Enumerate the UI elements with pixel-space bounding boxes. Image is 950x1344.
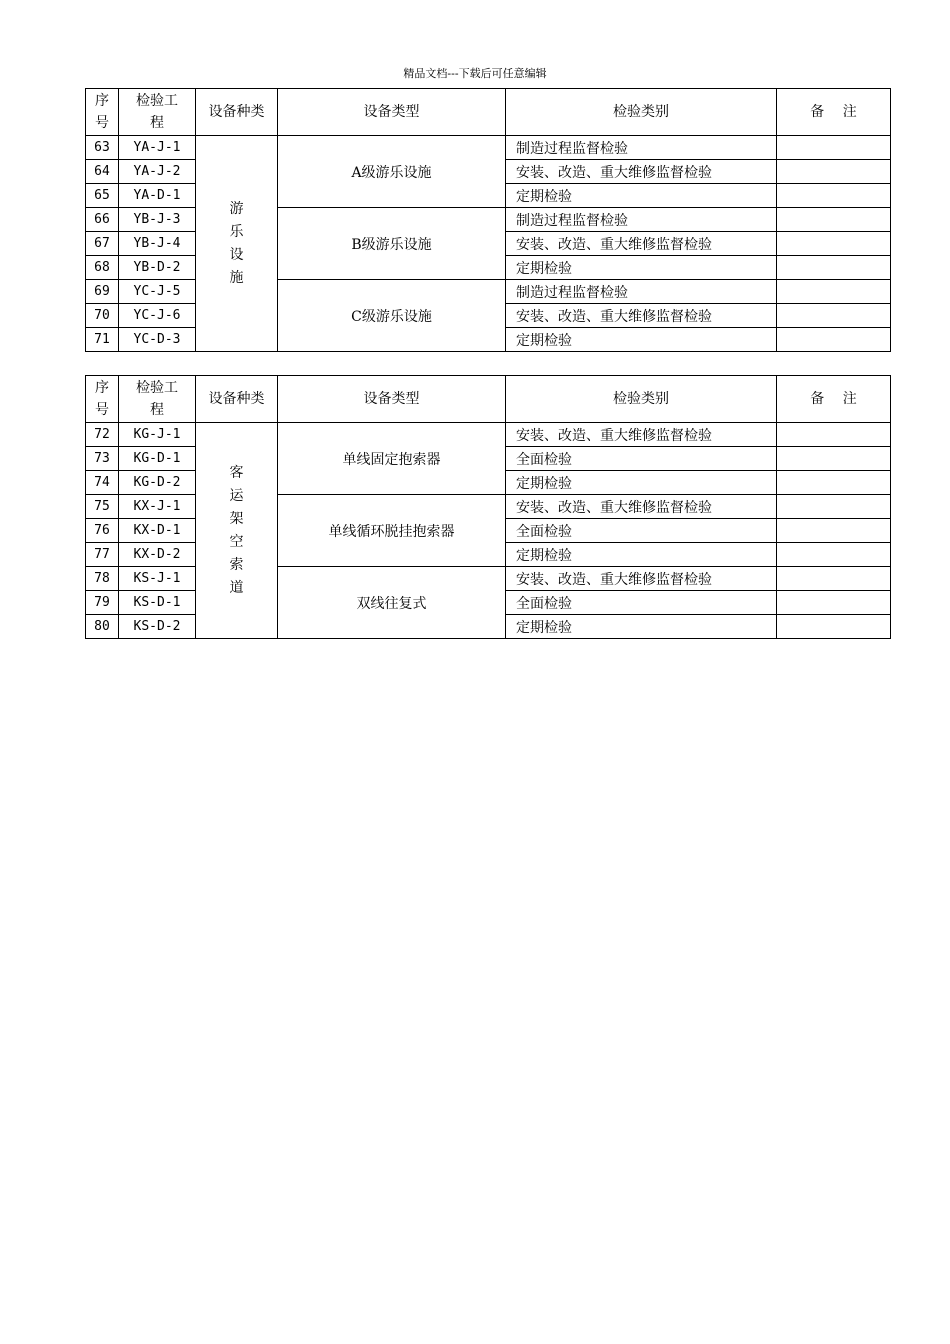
col-header-note: 备 注 (777, 376, 891, 423)
row-number: 72 (86, 423, 119, 447)
row-note (777, 519, 891, 543)
row-code: YB-D-2 (119, 256, 196, 280)
row-code: YA-J-2 (119, 160, 196, 184)
row-number: 75 (86, 495, 119, 519)
row-number: 66 (86, 208, 119, 232)
row-number: 67 (86, 232, 119, 256)
type-cell: 单线固定抱索器 (278, 423, 506, 495)
col-header-inspection: 检验类别 (506, 89, 777, 136)
row-number: 69 (86, 280, 119, 304)
row-code: KX-D-1 (119, 519, 196, 543)
row-note (777, 567, 891, 591)
col-header-no: 序 号 (86, 376, 119, 423)
type-cell: 单线循环脱挂抱索器 (278, 495, 506, 567)
row-inspection: 安装、改造、重大维修监督检验 (506, 423, 777, 447)
col-header-category: 设备种类 (196, 376, 278, 423)
row-code: KS-D-2 (119, 615, 196, 639)
row-note (777, 423, 891, 447)
row-code: YA-D-1 (119, 184, 196, 208)
row-note (777, 256, 891, 280)
row-number: 63 (86, 136, 119, 160)
row-number: 64 (86, 160, 119, 184)
row-note (777, 304, 891, 328)
row-code: YC-D-3 (119, 328, 196, 352)
row-note (777, 471, 891, 495)
col-header-no: 序 号 (86, 89, 119, 136)
row-note (777, 232, 891, 256)
row-code: KG-D-1 (119, 447, 196, 471)
row-note (777, 615, 891, 639)
row-inspection: 定期检验 (506, 543, 777, 567)
row-code: KS-J-1 (119, 567, 196, 591)
row-note (777, 160, 891, 184)
row-number: 74 (86, 471, 119, 495)
row-inspection: 安装、改造、重大维修监督检验 (506, 304, 777, 328)
row-inspection: 定期检验 (506, 256, 777, 280)
col-header-code: 检验工 程 (119, 376, 196, 423)
row-note (777, 543, 891, 567)
table-header-row (86, 376, 891, 423)
passenger-ropeway-table (85, 375, 891, 639)
row-number: 71 (86, 328, 119, 352)
col-header-type: 设备类型 (278, 376, 506, 423)
amusement-facilities-table (85, 88, 891, 352)
row-code: KG-D-2 (119, 471, 196, 495)
row-inspection: 全面检验 (506, 591, 777, 615)
row-note (777, 591, 891, 615)
row-inspection: 定期检验 (506, 615, 777, 639)
row-number: 77 (86, 543, 119, 567)
row-number: 76 (86, 519, 119, 543)
type-cell: A级游乐设施 (278, 136, 506, 208)
type-cell: C级游乐设施 (278, 280, 506, 352)
row-code: YB-J-3 (119, 208, 196, 232)
category-cell: 游乐设施 (196, 136, 278, 352)
row-code: KX-J-1 (119, 495, 196, 519)
row-number: 70 (86, 304, 119, 328)
row-inspection: 全面检验 (506, 447, 777, 471)
row-inspection: 安装、改造、重大维修监督检验 (506, 495, 777, 519)
row-inspection: 制造过程监督检验 (506, 136, 777, 160)
page-header: 精品文档---下载后可任意编辑 (403, 67, 547, 80)
row-inspection: 安装、改造、重大维修监督检验 (506, 232, 777, 256)
type-cell: 双线往复式 (278, 567, 506, 639)
row-number: 68 (86, 256, 119, 280)
row-code: YA-J-1 (119, 136, 196, 160)
row-code: YC-J-6 (119, 304, 196, 328)
row-inspection: 制造过程监督检验 (506, 280, 777, 304)
row-inspection: 安装、改造、重大维修监督检验 (506, 567, 777, 591)
row-note (777, 280, 891, 304)
row-note (777, 495, 891, 519)
col-header-type: 设备类型 (278, 89, 506, 136)
row-note (777, 328, 891, 352)
row-number: 79 (86, 591, 119, 615)
row-code: KX-D-2 (119, 543, 196, 567)
table-header-row (86, 89, 891, 136)
row-number: 73 (86, 447, 119, 471)
row-note (777, 208, 891, 232)
row-inspection: 全面检验 (506, 519, 777, 543)
row-note (777, 184, 891, 208)
row-note (777, 136, 891, 160)
col-header-code: 检验工 程 (119, 89, 196, 136)
row-inspection: 定期检验 (506, 328, 777, 352)
row-code: KG-J-1 (119, 423, 196, 447)
type-cell: B级游乐设施 (278, 208, 506, 280)
table-row (86, 423, 891, 447)
row-note (777, 447, 891, 471)
row-code: YC-J-5 (119, 280, 196, 304)
row-inspection: 定期检验 (506, 471, 777, 495)
row-number: 78 (86, 567, 119, 591)
row-code: YB-J-4 (119, 232, 196, 256)
table-row (86, 136, 891, 160)
row-inspection: 安装、改造、重大维修监督检验 (506, 160, 777, 184)
col-header-category: 设备种类 (196, 89, 278, 136)
col-header-note: 备 注 (777, 89, 891, 136)
row-inspection: 定期检验 (506, 184, 777, 208)
row-number: 65 (86, 184, 119, 208)
row-number: 80 (86, 615, 119, 639)
col-header-inspection: 检验类别 (506, 376, 777, 423)
category-cell: 客运架空索道 (196, 423, 278, 639)
row-inspection: 制造过程监督检验 (506, 208, 777, 232)
row-code: KS-D-1 (119, 591, 196, 615)
